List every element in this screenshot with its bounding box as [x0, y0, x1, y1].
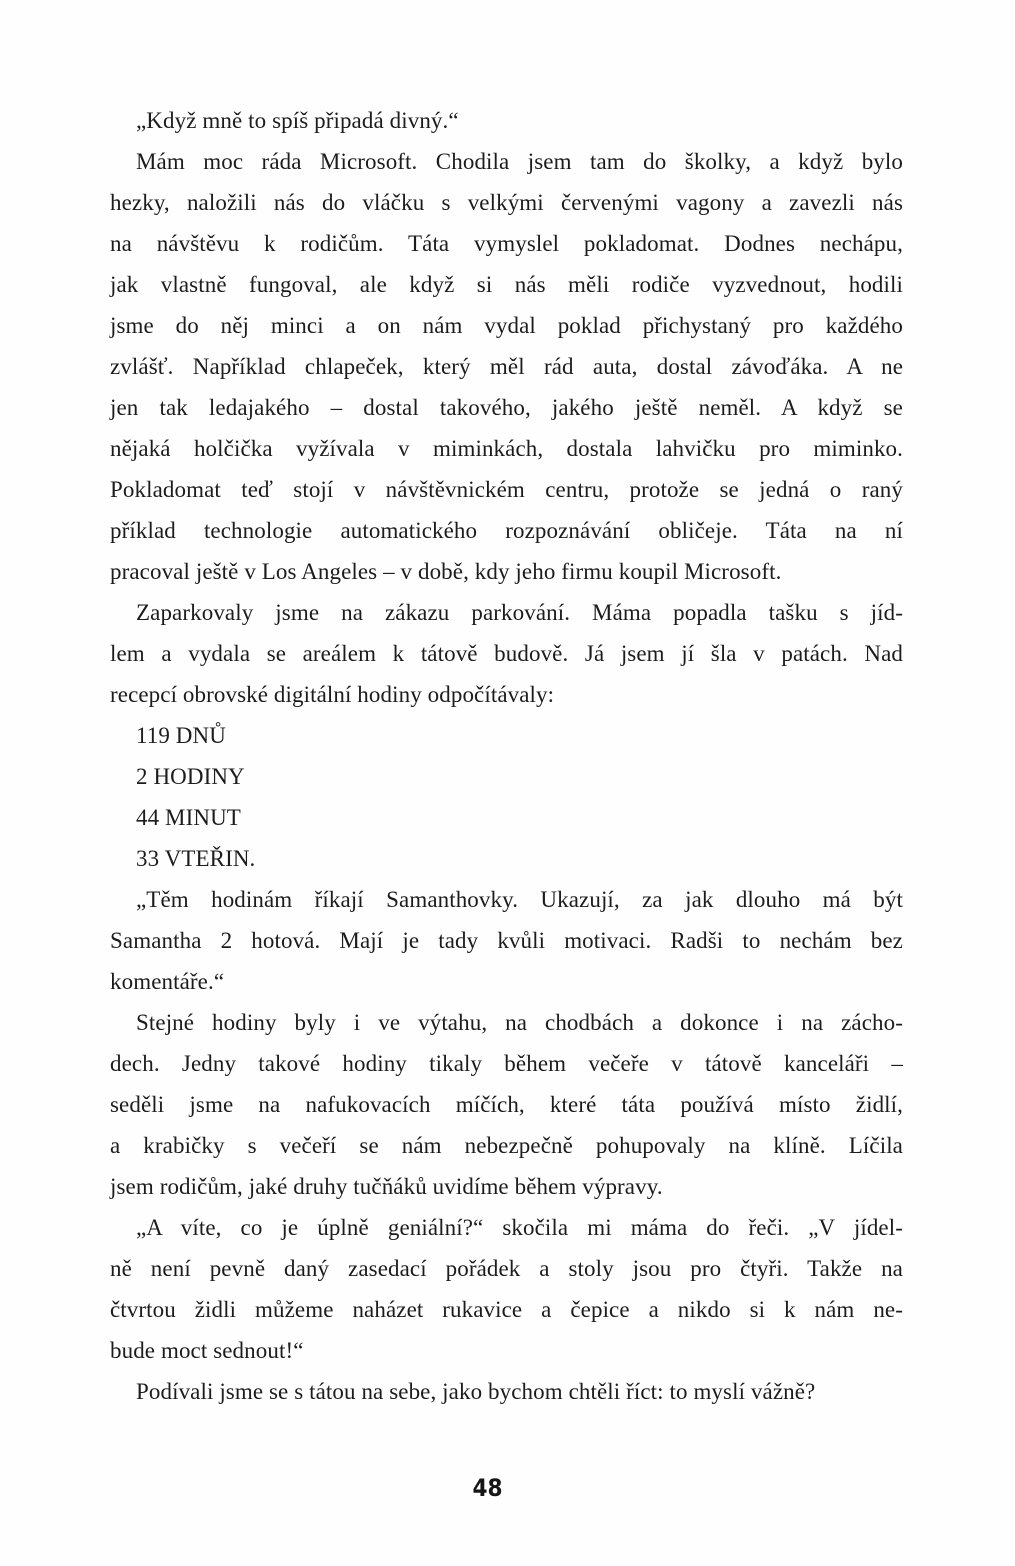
text-line: seděli jsme na nafukovacích míčích, které táta používá místo židlí, [110, 1092, 903, 1117]
text-line: čtvrtou židli můžeme naházet rukavice a čepice a nikdo si k nám ne- [110, 1297, 903, 1322]
text-line: Zaparkovaly jsme na zákazu parkování. Máma popadla tašku s jíd- [136, 600, 903, 625]
text-line: pracoval ještě v Los Angeles – v době, kdy jeho firmu koupil Microsoft. [110, 559, 782, 584]
text-line: bude moct sednout!“ [110, 1338, 304, 1363]
text-line: lem a vydala se areálem k tátově budově. Já jsem jí šla v patách. Nad [110, 641, 903, 666]
text-line: Mám moc ráda Microsoft. Chodila jsem tam do školky, a když bylo [136, 149, 903, 174]
text-line: příklad technologie automatického rozpoznávání obličeje. Táta na ní [110, 518, 903, 543]
text-line: nějaká holčička vyžívala v miminkách, dostala lahvičku pro miminko. [110, 436, 903, 461]
text-line: jak vlastně fungoval, ale když si nás měli rodiče vyzvednout, hodili [110, 272, 903, 297]
text-block [110, 100, 903, 1412]
text-line: ně není pevně daný zasedací pořádek a stoly jsou pro čtyři. Takže na [110, 1256, 903, 1281]
text-line: Pokladomat teď stojí v návštěvnickém centru, protože se jedná o raný [110, 477, 903, 502]
text-line: jsem rodičům, jaké druhy tučňáků uvidíme během výpravy. [110, 1174, 663, 1199]
text-line: dech. Jedny takové hodiny tikaly během večeře v tátově kanceláři – [110, 1051, 903, 1076]
text-line: 119 DNŮ [136, 723, 226, 748]
text-line: jen tak ledajakého – dostal takového, jakého ještě neměl. A když se [110, 395, 903, 420]
text-line: „A víte, co je úplně geniální?“ skočila mi máma do řeči. „V jídel- [136, 1215, 903, 1240]
text-line: 44 MINUT [136, 805, 241, 830]
text-line: „Těm hodinám říkají Samanthovky. Ukazují, za jak dlouho má být [136, 887, 903, 912]
text-line: Podívali jsme se s tátou na sebe, jako bychom chtěli říct: to myslí vážně? [136, 1379, 816, 1404]
text-line: komentáře.“ [110, 969, 225, 994]
text-line: „Když mně to spíš připadá divný.“ [136, 108, 459, 133]
text-line: na návštěvu k rodičům. Táta vymyslel pokladomat. Dodnes nechápu, [110, 231, 903, 256]
text-line: Stejné hodiny byly i ve výtahu, na chodbách a dokonce i na zácho- [136, 1010, 903, 1035]
text-line: 33 VTEŘIN. [136, 846, 256, 871]
text-line: recepcí obrovské digitální hodiny odpočítávaly: [110, 682, 555, 707]
text-line: 2 HODINY [136, 764, 245, 789]
page-number: 48 [472, 1474, 503, 1502]
text-line: zvlášť. Například chlapeček, který měl rád auta, dostal závoďáka. A ne [110, 354, 903, 379]
text-line: Samantha 2 hotová. Mají je tady kvůli motivaci. Radši to nechám bez [110, 928, 903, 953]
text-line: hezky, naložili nás do vláčku s velkými červenými vagony a zavezli nás [110, 190, 903, 215]
text-line: a krabičky s večeří se nám nebezpečně pohupovaly na klíně. Líčila [110, 1133, 903, 1158]
text-line: jsme do něj minci a on nám vydal poklad přichystaný pro každého [110, 313, 903, 338]
